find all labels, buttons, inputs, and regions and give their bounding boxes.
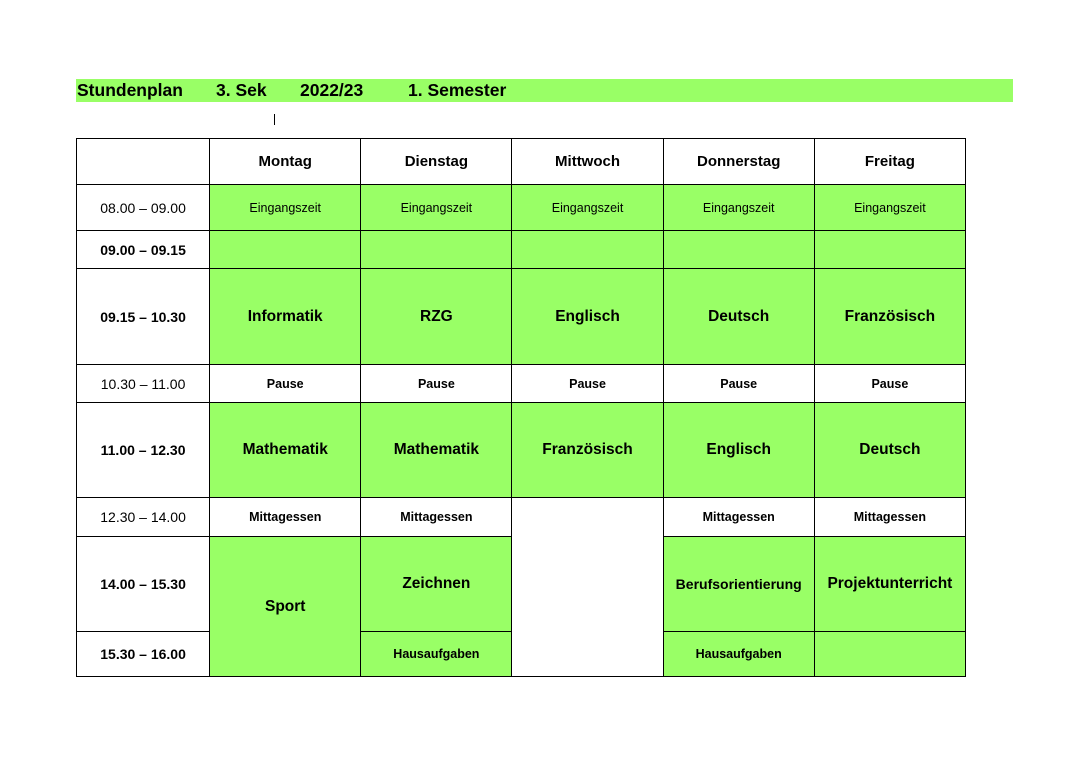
schedule-cell[interactable] xyxy=(210,231,361,269)
schedule-cell[interactable]: Mittagessen xyxy=(663,498,814,537)
semester-label: 1. Semester xyxy=(408,80,507,100)
schedule-cell[interactable] xyxy=(814,231,965,269)
schedule-cell[interactable]: Mittagessen xyxy=(814,498,965,537)
schedule-cell[interactable]: Französisch xyxy=(814,269,965,365)
day-header-freitag[interactable]: Freitag xyxy=(814,139,965,185)
class-label: 3. Sek xyxy=(216,80,267,100)
header-row xyxy=(77,139,966,185)
time-cell[interactable]: 08.00 – 09.00 xyxy=(77,185,210,231)
schedule-cell[interactable]: Eingangszeit xyxy=(361,185,512,231)
schedule-cell[interactable]: Projektunterricht xyxy=(814,537,965,632)
day-header-dienstag[interactable]: Dienstag xyxy=(361,139,512,185)
schedule-cell[interactable]: Mathematik xyxy=(361,403,512,498)
schedule-cell[interactable]: Eingangszeit xyxy=(210,185,361,231)
schedule-cell[interactable]: Englisch xyxy=(512,269,663,365)
schedule-cell[interactable]: Sport xyxy=(210,537,361,677)
schedule-cell-mittwoch-free[interactable] xyxy=(512,498,663,677)
table-row xyxy=(77,498,966,537)
schedule-cell[interactable]: Informatik xyxy=(210,269,361,365)
schedule-cell[interactable]: Hausaufgaben xyxy=(663,632,814,677)
schedule-cell[interactable]: Deutsch xyxy=(663,269,814,365)
schedule-cell[interactable]: Mittagessen xyxy=(210,498,361,537)
time-cell[interactable]: 15.30 – 16.00 xyxy=(77,632,210,677)
schedule-cell[interactable]: Pause xyxy=(663,365,814,403)
day-header-donnerstag[interactable]: Donnerstag xyxy=(663,139,814,185)
schedule-cell[interactable]: Pause xyxy=(814,365,965,403)
table-row xyxy=(77,365,966,403)
time-cell[interactable]: 09.15 – 10.30 xyxy=(77,269,210,365)
text-cursor[interactable] xyxy=(274,114,275,125)
table-row xyxy=(77,231,966,269)
title-bar xyxy=(76,79,1013,102)
table-row xyxy=(77,185,966,231)
schedule-cell[interactable]: Französisch xyxy=(512,403,663,498)
school-year: 2022/23 xyxy=(300,80,364,100)
schedule-cell[interactable]: Eingangszeit xyxy=(512,185,663,231)
schedule-cell[interactable] xyxy=(814,632,965,677)
table-row xyxy=(77,403,966,498)
schedule-cell[interactable]: Pause xyxy=(512,365,663,403)
page-title: Stundenplan xyxy=(77,80,183,100)
time-cell[interactable]: 09.00 – 09.15 xyxy=(77,231,210,269)
schedule-cell[interactable] xyxy=(361,231,512,269)
schedule-cell[interactable]: Englisch xyxy=(663,403,814,498)
schedule-cell[interactable]: Berufsorientierung xyxy=(663,537,814,632)
day-header-montag[interactable]: Montag xyxy=(210,139,361,185)
schedule-cell[interactable]: Mathematik xyxy=(210,403,361,498)
schedule-cell[interactable] xyxy=(663,231,814,269)
day-header-mittwoch[interactable]: Mittwoch xyxy=(512,139,663,185)
schedule-cell[interactable]: RZG xyxy=(361,269,512,365)
schedule-cell[interactable] xyxy=(512,231,663,269)
schedule-cell[interactable]: Hausaufgaben xyxy=(361,632,512,677)
time-cell[interactable]: 10.30 – 11.00 xyxy=(77,365,210,403)
schedule-cell[interactable]: Eingangszeit xyxy=(814,185,965,231)
schedule-cell[interactable]: Zeichnen xyxy=(361,537,512,632)
schedule-cell[interactable]: Deutsch xyxy=(814,403,965,498)
timetable xyxy=(76,138,966,677)
schedule-cell[interactable]: Mittagessen xyxy=(361,498,512,537)
time-cell[interactable]: 11.00 – 12.30 xyxy=(77,403,210,498)
schedule-cell[interactable]: Pause xyxy=(361,365,512,403)
schedule-cell[interactable]: Pause xyxy=(210,365,361,403)
time-cell[interactable]: 14.00 – 15.30 xyxy=(77,537,210,632)
corner-cell[interactable] xyxy=(77,139,210,185)
schedule-cell[interactable]: Eingangszeit xyxy=(663,185,814,231)
table-row xyxy=(77,269,966,365)
time-cell[interactable]: 12.30 – 14.00 xyxy=(77,498,210,537)
